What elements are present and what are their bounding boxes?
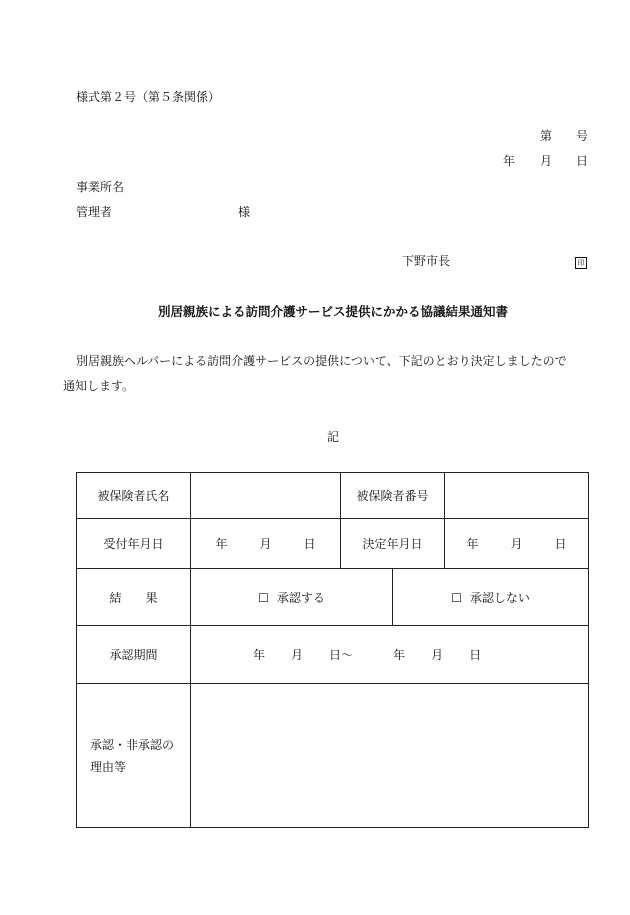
reason-field[interactable] (191, 684, 589, 828)
table-row (77, 569, 589, 626)
reason-label-line2: 理由等 (90, 759, 127, 774)
received-month: 月 (259, 537, 272, 551)
date-month: 月 (540, 154, 553, 168)
ki-heading: 記 (327, 430, 340, 444)
date-year: 年 (503, 154, 516, 168)
seal-icon (575, 254, 587, 269)
reject-option-label: 承認しない (469, 590, 530, 605)
decision-year: 年 (466, 537, 479, 551)
received-year: 年 (215, 537, 228, 551)
period-field[interactable] (191, 626, 589, 684)
decision-date-label: 決定年月日 (341, 519, 445, 569)
date-day: 日 (576, 154, 589, 168)
reason-label (77, 684, 191, 828)
doc-number-go: 号 (576, 129, 589, 143)
reject-option[interactable] (393, 569, 589, 626)
body-text-line1: 別居親族ヘルパーによる訪問介護サービスの提供について、下記のとおり決定しましたので (76, 354, 567, 368)
period-tilde: 日～ (329, 648, 354, 662)
approve-checkbox-icon[interactable]: ☐ (258, 590, 269, 605)
period-end-day: 日 (469, 648, 482, 662)
insured-number-field[interactable] (445, 473, 589, 519)
document-title: 別居親族による訪問介護サービス提供にかかる協議結果通知書 (158, 304, 509, 319)
form-number: 様式第２号（第５条関係） (76, 90, 221, 104)
period-end-month: 月 (431, 648, 444, 662)
period-start-month: 月 (291, 648, 304, 662)
body-text-line2: 通知します。 (63, 379, 135, 393)
doc-number-dai: 第 (540, 129, 553, 143)
seal-mark: 印 (575, 257, 587, 269)
period-start-year: 年 (253, 648, 266, 662)
insured-number-label: 被保険者番号 (341, 473, 445, 519)
period-end-year: 年 (393, 648, 406, 662)
received-date-field[interactable] (191, 519, 341, 569)
reason-label-line1: 承認・非承認の (90, 737, 175, 752)
table-row (77, 473, 589, 519)
issuer-name: 下野市長 (402, 254, 451, 268)
result-label-1: 結 (109, 590, 122, 605)
received-date-label: 受付年月日 (77, 519, 191, 569)
period-label: 承認期間 (77, 626, 191, 684)
approve-option-label: 承認する (276, 590, 325, 605)
received-day: 日 (303, 537, 316, 551)
table-row (77, 626, 589, 684)
decision-date-field[interactable] (445, 519, 589, 569)
decision-day: 日 (554, 537, 567, 551)
reject-checkbox-icon[interactable]: ☐ (451, 590, 462, 605)
office-name-label: 事業所名 (76, 180, 125, 194)
result-label (77, 569, 191, 626)
result-table (76, 472, 589, 828)
insured-name-field[interactable] (191, 473, 341, 519)
decision-month: 月 (510, 537, 523, 551)
insured-name-label: 被保険者氏名 (77, 473, 191, 519)
table-row (77, 684, 589, 828)
approve-option[interactable] (191, 569, 393, 626)
table-row (77, 519, 589, 569)
result-label-2: 果 (145, 590, 158, 605)
manager-label: 管理者 (76, 205, 113, 219)
honorific-sama: 様 (238, 205, 251, 219)
